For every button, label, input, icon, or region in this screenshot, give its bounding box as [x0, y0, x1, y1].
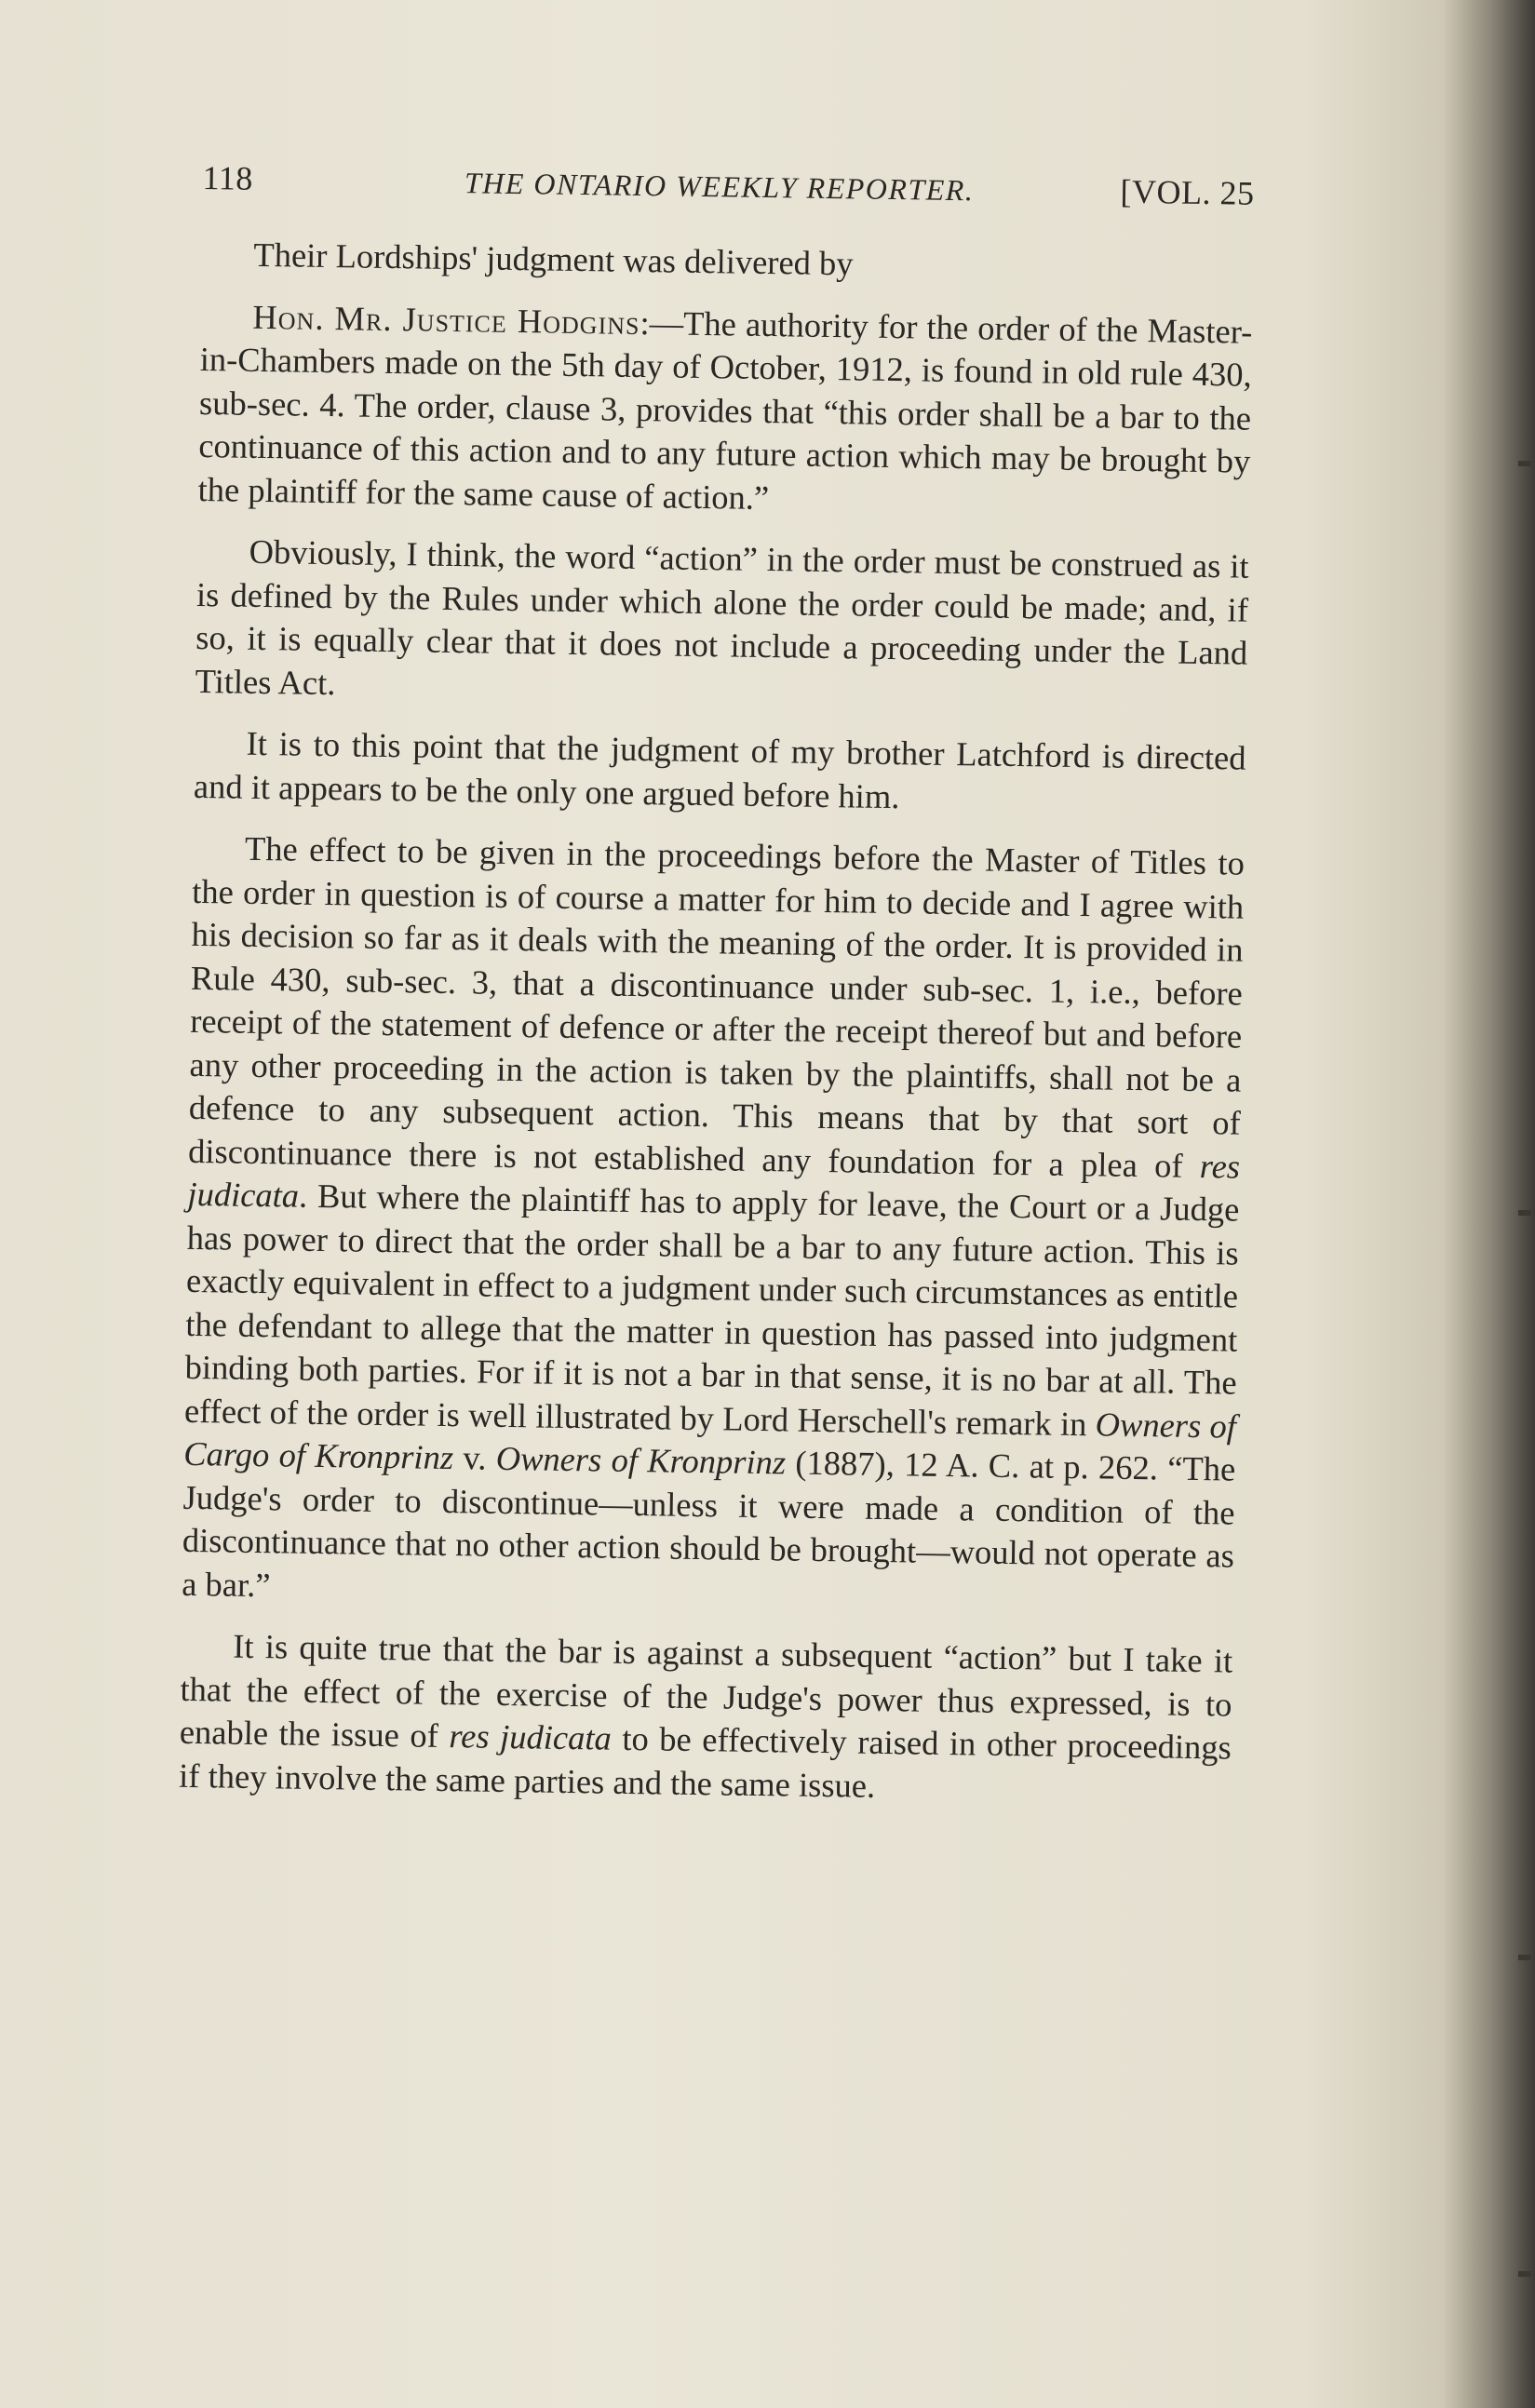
paragraph-4-text-c: (1887), 12 A. C. at p. 262. “The Judge's order to discontinue—unless it were made a condition of the discontinuance that no other action should be brought—would not operate as a bar.” [181, 1443, 1236, 1604]
case-name: Owners of Cargo of Kronprinz [183, 1404, 1237, 1477]
page-edge-mark [1518, 1955, 1531, 1960]
paragraph-4-text-b: . But where the plaintiff has to apply for leave, the Court or a Judge has power to direct that the order shall be a bar to any future action. This is exactly equivalent in effect to a judgment under such circumstances as entitle the defendant to allege that the matter in question has passed into judgment binding both parties. For if it is not a bar in that sense, it is no bar at all. The effect of the order is well illustrated by Lord Herschell's remark in [183, 1176, 1240, 1443]
page-number: 118 [202, 158, 254, 197]
paragraph-1 [197, 294, 1252, 526]
judgment-intro: Their Lordships' judgment was delivered by [253, 235, 854, 283]
paragraph-4-text-a: The effect to be given in the proceedings before the Master of Titles to the order in question is of course a matter for him to decide and I agree with his decision so far as it deals with the meaning of the order. It is provided in Rule 430, sub-sec. 3, that a discontinuance under sub-sec. 1, i.e., before receipt of the statement of defence or after the receipt thereof but and before any other proceeding in the action is taken by the plaintiffs, shall not be a defence to any subsequent action. This means that by that sort of discontinuance there is not established any foundation for a plea of [187, 828, 1246, 1185]
page-edge-mark [1518, 461, 1531, 466]
page-edge-mark [1518, 2271, 1531, 2277]
paragraph-5-text-b: to be effectively raised in other proceedings if they involve the same parties and the same issue. [178, 1718, 1232, 1805]
paragraph-5-text-a: It is quite true that the bar is against a subsequent “action” but I take it that the effect of the exercise of the Judge's power thus expressed, is to enable the issue of [179, 1626, 1233, 1756]
judge-name: Hon. Mr. Justice Hodgins [252, 297, 640, 342]
paragraph-5 [179, 1624, 1233, 1813]
running-head [202, 158, 1254, 213]
paragraph-3: It is to this point that the judgment of my brother Latchford is directed and it appears to be the only one argued before him. [193, 723, 1246, 815]
case-name: Owners of Kronprinz [495, 1438, 787, 1482]
paragraph-4 [182, 827, 1245, 1621]
volume-label: [VOL. 25 [1120, 172, 1255, 212]
latin-phrase: res judicata [187, 1146, 1241, 1215]
journal-title: THE ONTARIO WEEKLY REPORTER. [464, 166, 975, 208]
versus-text: v. [452, 1438, 497, 1477]
page-text-block [179, 158, 1255, 1832]
latin-phrase: res judicata [449, 1716, 613, 1757]
page-edge-mark [1518, 1210, 1531, 1216]
paragraph-2: Obviously, I think, the word “action” in the order must be construed as it is defined by the Rules under which alone the order could be made; and, if so, it is equally clear that it does not include a proceeding under the Land Titles Act. [195, 531, 1249, 702]
paragraph-1-text: :—The authority for the order of the Master-in-Chambers made on the 5th day of October, 1912, is found in old rule 430, sub-sec. 4. The order, clause 3, provides that “this order shall be a bar to the continuance of this action and to any future action which may be brought by the plaintiff for the same cause of action.” [197, 303, 1253, 517]
